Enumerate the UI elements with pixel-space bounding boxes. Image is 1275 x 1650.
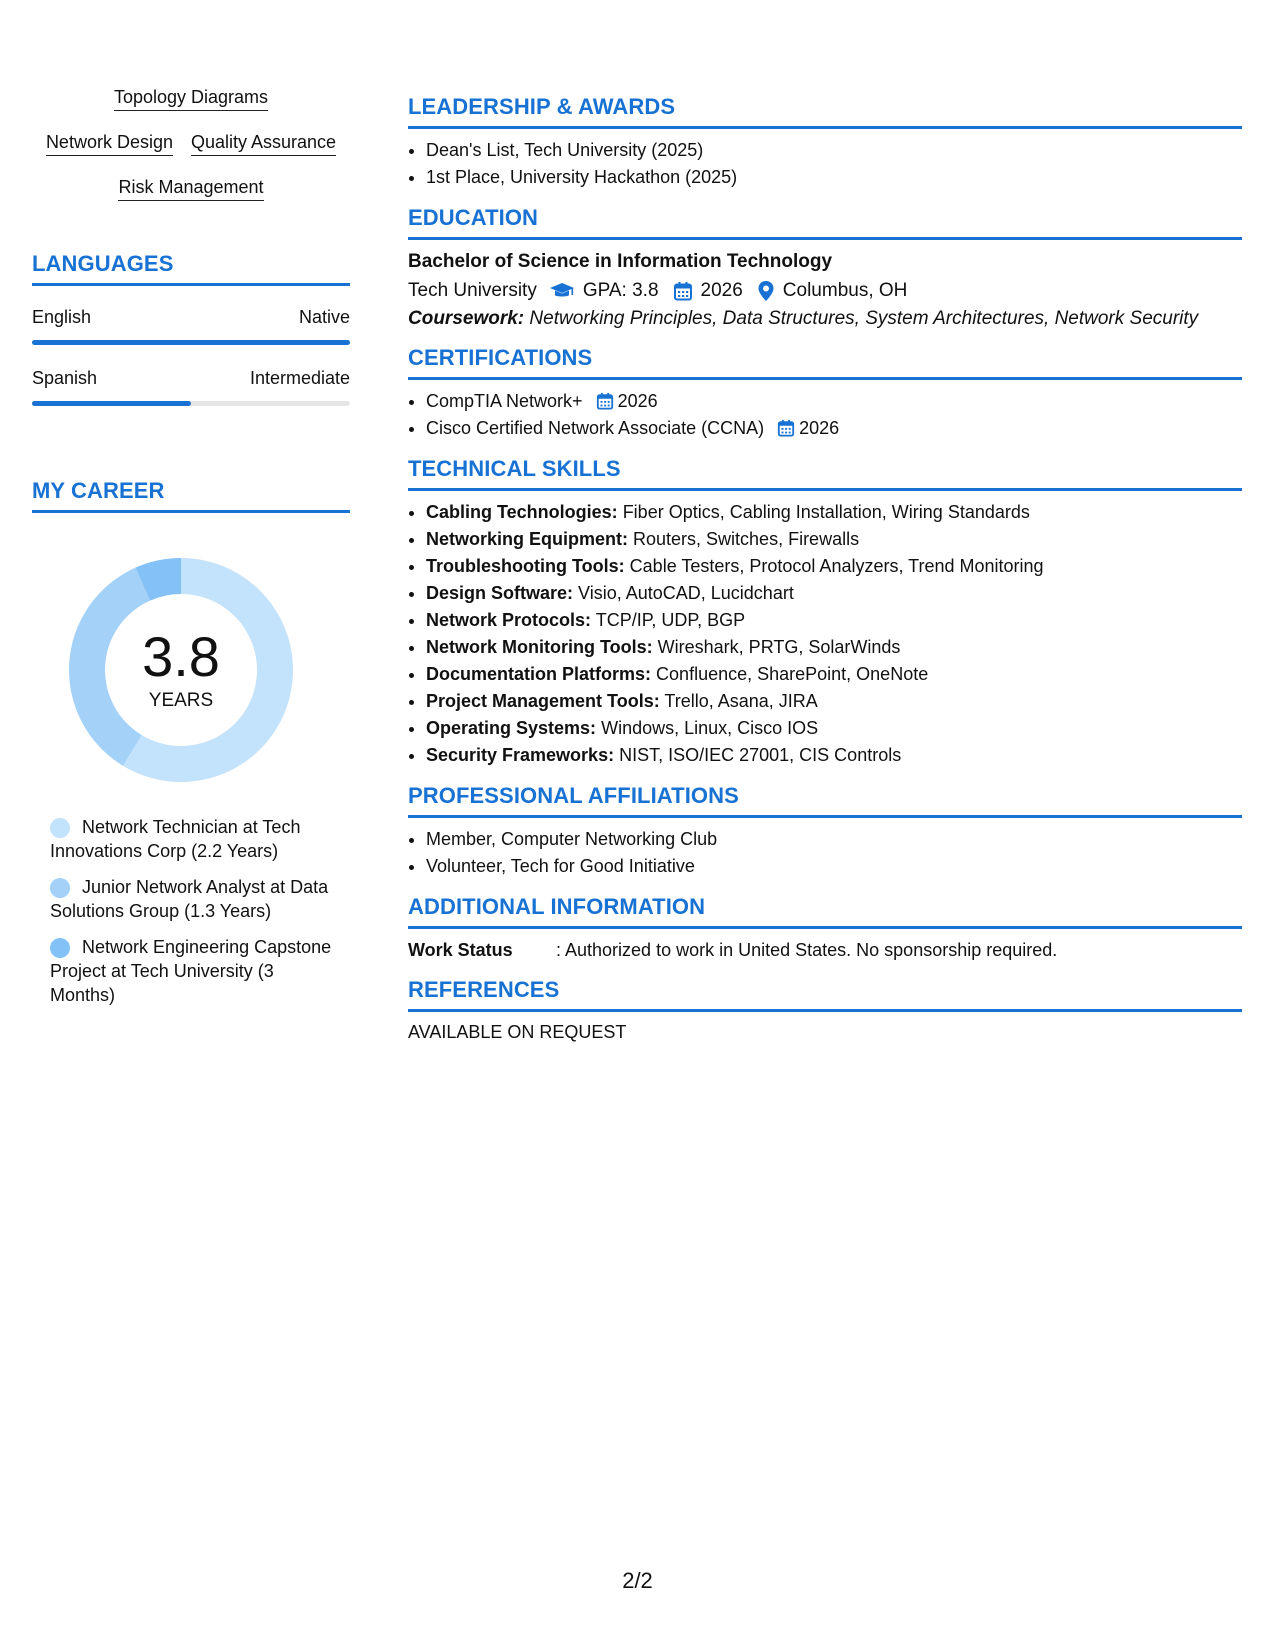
skill-tag: Network Design (46, 131, 173, 156)
skill-tags (32, 86, 350, 201)
leadership-list (408, 137, 1242, 191)
list-item: • 1st Place, University Hackathon (2025) (426, 164, 1242, 191)
skill-category: Networking Equipment: (426, 529, 628, 549)
list-item (426, 553, 1242, 580)
career-donut-chart (66, 555, 296, 785)
list-item (426, 742, 1242, 769)
language-level: Native (298, 307, 350, 327)
graduation-cap-icon (549, 281, 575, 301)
career-legend-item (50, 815, 335, 863)
list-item: • Dean's List, Tech University (2025) (426, 137, 1242, 164)
certification-year: 2026 (799, 418, 840, 438)
gpa: GPA: 3.8 (582, 280, 659, 301)
language-row (32, 306, 350, 328)
legend-dot (50, 818, 70, 838)
coursework-label: Coursework: (408, 308, 525, 329)
coursework (408, 306, 1242, 331)
skill-category: Network Monitoring Tools: (426, 637, 653, 657)
location-pin-icon (757, 280, 775, 302)
language-name: English (32, 307, 92, 327)
skill-tag: Quality Assurance (191, 131, 336, 156)
skill-values: Fiber Optics, Cabling Installation, Wiring Standards (622, 502, 1030, 522)
list-item (426, 634, 1242, 661)
work-status-value: : Authorized to work in United States. No sponsorship required. (556, 940, 1058, 960)
skill-category: Design Software: (426, 583, 574, 603)
technical-skills-section (408, 456, 1242, 769)
technical-skills-list (408, 499, 1242, 769)
additional-info-section (408, 894, 1242, 963)
list-item: • Volunteer, Tech for Good Initiative (426, 853, 1242, 880)
skill-tag: Topology Diagrams (114, 86, 268, 111)
calendar-icon (673, 281, 693, 301)
certification-name: CompTIA Network+ (426, 391, 583, 411)
certifications-section (408, 345, 1242, 442)
education-location: Columbus, OH (782, 280, 908, 301)
work-status-row (408, 937, 1242, 963)
skill-values: NIST, ISO/IEC 27001, CIS Controls (619, 745, 902, 765)
languages-heading: LANGUAGES (32, 251, 350, 286)
skill-category: Network Protocols: (426, 610, 592, 630)
skill-category: Documentation Platforms: (426, 664, 652, 684)
page-number: 2/2 (622, 1568, 653, 1593)
skill-values: Cable Testers, Protocol Analyzers, Trend Monitoring (629, 556, 1044, 576)
skill-values: Confluence, SharePoint, OneNote (656, 664, 929, 684)
technical-skills-heading: TECHNICAL SKILLS (408, 456, 1242, 491)
affiliations-section (408, 783, 1242, 880)
career-total-unit: YEARS (148, 690, 214, 711)
career-heading: MY CAREER (32, 478, 350, 513)
language-name: Spanish (32, 368, 98, 388)
left-column (32, 86, 350, 1019)
skill-values: Wireshark, PRTG, SolarWinds (657, 637, 901, 657)
calendar-icon (777, 419, 795, 437)
list-item (426, 688, 1242, 715)
legend-dot (50, 938, 70, 958)
references-section (408, 977, 1242, 1044)
career-legend-label: Network Engineering Capstone Project at Tech University (3 Months) (50, 937, 332, 1005)
skill-category: Security Frameworks: (426, 745, 615, 765)
language-bar-fill (32, 401, 191, 406)
leadership-heading: LEADERSHIP & AWARDS (408, 94, 1242, 129)
list-item (426, 499, 1242, 526)
references-heading: REFERENCES (408, 977, 1242, 1012)
references-text: AVAILABLE ON REQUEST (408, 1022, 627, 1042)
education-heading: EDUCATION (408, 205, 1242, 240)
affiliations-heading: PROFESSIONAL AFFILIATIONS (408, 783, 1242, 818)
career-total-value: 3.8 (142, 625, 220, 688)
languages-section (32, 251, 350, 406)
language-bar (32, 401, 350, 406)
education-section (408, 205, 1242, 331)
language-bar (32, 340, 350, 345)
skill-category: Troubleshooting Tools: (426, 556, 625, 576)
degree-title: Bachelor of Science in Information Technology (408, 251, 833, 272)
certification-year: 2026 (617, 391, 658, 411)
skill-tag-row (32, 131, 350, 156)
legend-dot (50, 878, 70, 898)
language-item (32, 306, 350, 345)
skill-values: Routers, Switches, Firewalls (633, 529, 860, 549)
language-item (32, 367, 350, 406)
certifications-list (408, 388, 1242, 442)
list-item (426, 661, 1242, 688)
skill-values: Windows, Linux, Cisco IOS (601, 718, 819, 738)
list-item (426, 526, 1242, 553)
career-legend-label: Network Technician at Tech Innovations Corp (2.2 Years) (50, 817, 301, 861)
skill-values: TCP/IP, UDP, BGP (595, 610, 746, 630)
school-name: Tech University (408, 280, 537, 301)
language-bar-fill (32, 340, 350, 345)
certification-name: Cisco Certified Network Associate (CCNA) (426, 418, 765, 438)
list-item (426, 415, 1242, 442)
certifications-heading: CERTIFICATIONS (408, 345, 1242, 380)
list-item (426, 580, 1242, 607)
right-column (408, 94, 1242, 1058)
list-item (426, 715, 1242, 742)
skill-tag-row (32, 176, 350, 201)
skill-category: Cabling Technologies: (426, 502, 618, 522)
career-legend-item (50, 875, 335, 923)
language-row (32, 367, 350, 389)
leadership-section (408, 94, 1242, 191)
career-legend (50, 815, 335, 1007)
donut-center (66, 555, 296, 785)
work-status-label: Work Status (408, 940, 513, 960)
skill-tag-row (32, 86, 350, 111)
skill-tag: Risk Management (118, 176, 263, 201)
list-item (426, 388, 1242, 415)
career-legend-label: Junior Network Analyst at Data Solutions Group (1.3 Years) (50, 877, 329, 921)
skill-values: Trello, Asana, JIRA (664, 691, 818, 711)
skill-category: Operating Systems: (426, 718, 597, 738)
education-meta (408, 276, 1242, 306)
affiliations-list (408, 826, 1242, 880)
calendar-icon (596, 392, 614, 410)
coursework-list: Networking Principles, Data Structures, System Architectures, Network Security (529, 308, 1199, 329)
language-level: Intermediate (249, 368, 350, 388)
skill-category: Project Management Tools: (426, 691, 660, 711)
list-item (426, 607, 1242, 634)
additional-info-heading: ADDITIONAL INFORMATION (408, 894, 1242, 929)
career-legend-item (50, 935, 335, 1007)
skill-values: Visio, AutoCAD, Lucidchart (578, 583, 794, 603)
list-item: • Member, Computer Networking Club (426, 826, 1242, 853)
graduation-year: 2026 (700, 280, 743, 301)
